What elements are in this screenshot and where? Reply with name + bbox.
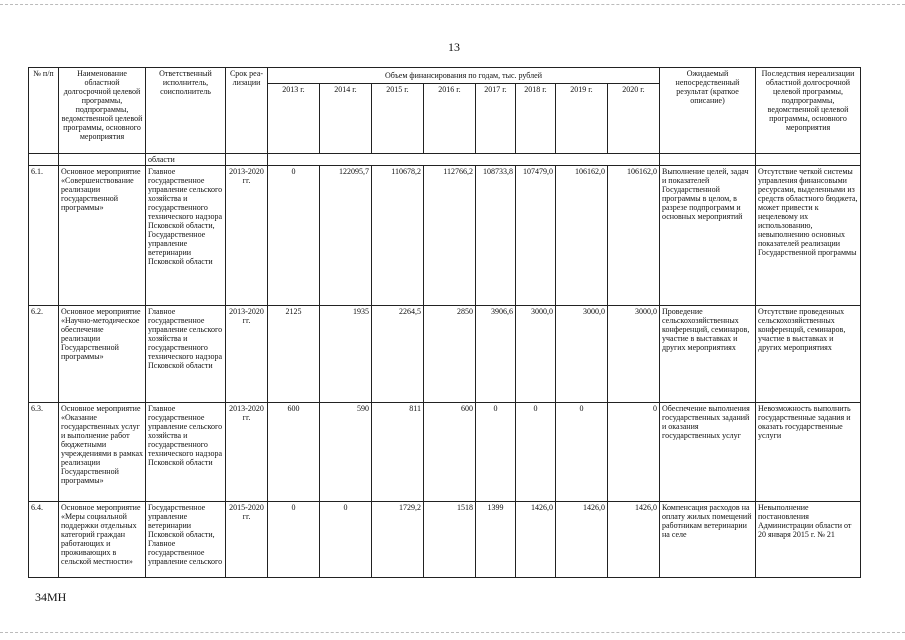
cell-value: 108733,8 bbox=[476, 166, 516, 306]
cell-value: 590 bbox=[320, 403, 372, 502]
header-year: 2018 г. bbox=[516, 84, 556, 154]
cell-term: 2013-2020 гг. bbox=[226, 166, 268, 306]
cell-expected: Обеспечение выполнения государственных заданий и оказания государственных услуг bbox=[660, 403, 756, 502]
table-row bbox=[29, 306, 861, 403]
cell-consequences: Невозможность выполнить государственные задания и оказать государственные услуги bbox=[756, 403, 861, 502]
cell-value: 2850 bbox=[424, 306, 476, 403]
cell-value: 110678,2 bbox=[372, 166, 424, 306]
cell-num: 6.1. bbox=[29, 166, 59, 306]
cell-consequences: Отсутствие четкой системы управления финансовыми ресурсами, выделенными из средств областного бюджета, может привести к нецелевому их использованию, невыполнению основных показателей реализации Государственной программы bbox=[756, 166, 861, 306]
cell-name: Основное мероприятие «Совершенствование реализации государственной программы» bbox=[59, 166, 146, 306]
cell-expected: Проведение сельскохозяйственных конференций, семинаров, участие в выставках и других мероприятиях bbox=[660, 306, 756, 403]
header-year: 2016 г. bbox=[424, 84, 476, 154]
cell-num: 6.4. bbox=[29, 502, 59, 578]
header-funding: Объем финансирования по годам, тыс. рублей bbox=[268, 68, 660, 84]
cell-value: 1935 bbox=[320, 306, 372, 403]
cell-value: 3000,0 bbox=[516, 306, 556, 403]
cell-value: 2264,5 bbox=[372, 306, 424, 403]
cell bbox=[756, 154, 861, 166]
header-term: Срок реа-лизации bbox=[226, 68, 268, 154]
cell-value: 1729,2 bbox=[372, 502, 424, 578]
cell-name: Основное мероприятие «Научно-методическое обеспечение реализации Государственной программы» bbox=[59, 306, 146, 403]
cell-term: 2013-2020 гг. bbox=[226, 403, 268, 502]
cell-value: 811 bbox=[372, 403, 424, 502]
header-num: № п/п bbox=[29, 68, 59, 154]
cell-value: 0 bbox=[268, 166, 320, 306]
cell-expected: Выполнение целей, задач и показателей Государственной программы в целом, в разрезе подпрограмм и основных мероприятий bbox=[660, 166, 756, 306]
cell-value: 1518 bbox=[424, 502, 476, 578]
table-row bbox=[29, 502, 861, 578]
header-year: 2014 г. bbox=[320, 84, 372, 154]
header-year: 2017 г. bbox=[476, 84, 516, 154]
footer-code: 34МН bbox=[35, 590, 67, 604]
cell-value: 0 bbox=[268, 502, 320, 578]
table-row-continuation bbox=[29, 154, 861, 166]
cell-value: 106162,0 bbox=[556, 166, 608, 306]
cell-term: 2015-2020 гг. bbox=[226, 502, 268, 578]
cell-value: 3906,6 bbox=[476, 306, 516, 403]
cell bbox=[660, 154, 756, 166]
cell-consequences: Отсутствие проведенных сельскохозяйственных конференций, семинаров, участие в выставках и других мероприятиях bbox=[756, 306, 861, 403]
cell-value: 0 bbox=[608, 403, 660, 502]
header-name: Наименование областной долгосрочной целевой программы, подпрограммы, ведомственной целевой программы, основного мероприятия bbox=[59, 68, 146, 154]
cell bbox=[268, 154, 660, 166]
header-year: 2020 г. bbox=[608, 84, 660, 154]
cell-value: 1426,0 bbox=[516, 502, 556, 578]
cell-value: 0 bbox=[516, 403, 556, 502]
cell-value: 3000,0 bbox=[608, 306, 660, 403]
scan-artifact-bottom bbox=[0, 632, 905, 633]
cell-value: 3000,0 bbox=[556, 306, 608, 403]
header-row bbox=[29, 68, 861, 84]
cell-value: 0 bbox=[320, 502, 372, 578]
header-year: 2013 г. bbox=[268, 84, 320, 154]
cell-executor: Главное государственное управление сельского хозяйства и государственного технического надзора Псковской области bbox=[146, 306, 226, 403]
cell-executor: Главное государственное управление сельского хозяйства и государственного технического надзора Псковской области, Государственное управление ветеринарии Псковской области bbox=[146, 166, 226, 306]
cell bbox=[59, 154, 146, 166]
table-row bbox=[29, 166, 861, 306]
table-row bbox=[29, 403, 861, 502]
cell-value: 1426,0 bbox=[556, 502, 608, 578]
cell-name: Основное мероприятие «Меры социальной поддержки отдельных категорий граждан работающих и проживающих в сельской местности» bbox=[59, 502, 146, 578]
cell-value: 1399 bbox=[476, 502, 516, 578]
header-executor: Ответственный исполнитель, соисполнитель bbox=[146, 68, 226, 154]
header-expected: Ожидаемый непосредственный результат (краткое описание) bbox=[660, 68, 756, 154]
cell-expected: Компенсация расходов на оплату жилых помещений работникам ветеринарии на селе bbox=[660, 502, 756, 578]
cell-value: 106162,0 bbox=[608, 166, 660, 306]
cell bbox=[29, 154, 59, 166]
cell-executor: области bbox=[146, 154, 226, 166]
cell-value: 107479,0 bbox=[516, 166, 556, 306]
scan-artifact-top bbox=[0, 4, 905, 5]
cell bbox=[226, 154, 268, 166]
cell-executor: Государственное управление ветеринарии Псковской области, Главное государственное управление сельского bbox=[146, 502, 226, 578]
cell-value: 0 bbox=[476, 403, 516, 502]
cell-name: Основное мероприятие «Оказание государственных услуг и выполнение работ бюджетными учреждениями в рамках реализации Государственной программы» bbox=[59, 403, 146, 502]
cell-value: 600 bbox=[268, 403, 320, 502]
program-table bbox=[28, 67, 861, 578]
cell-value: 1426,0 bbox=[608, 502, 660, 578]
cell-num: 6.3. bbox=[29, 403, 59, 502]
cell-executor: Главное государственное управление сельского хозяйства и государственного технического надзора Псковской области bbox=[146, 403, 226, 502]
page-number: 13 bbox=[448, 40, 460, 54]
cell-value: 112766,2 bbox=[424, 166, 476, 306]
cell-value: 600 bbox=[424, 403, 476, 502]
header-year: 2019 г. bbox=[556, 84, 608, 154]
header-year: 2015 г. bbox=[372, 84, 424, 154]
cell-value: 0 bbox=[556, 403, 608, 502]
cell-term: 2013-2020 гг. bbox=[226, 306, 268, 403]
cell-value: 2125 bbox=[268, 306, 320, 403]
cell-consequences: Невыполнение постановления Администрации области от 20 января 2015 г. № 21 bbox=[756, 502, 861, 578]
cell-value: 122095,7 bbox=[320, 166, 372, 306]
header-consequences: Последствия нереализации областной долгосрочной целевой программы, подпрограммы, ведомственной целевой программы, основного мероприятия bbox=[756, 68, 861, 154]
cell-num: 6.2. bbox=[29, 306, 59, 403]
